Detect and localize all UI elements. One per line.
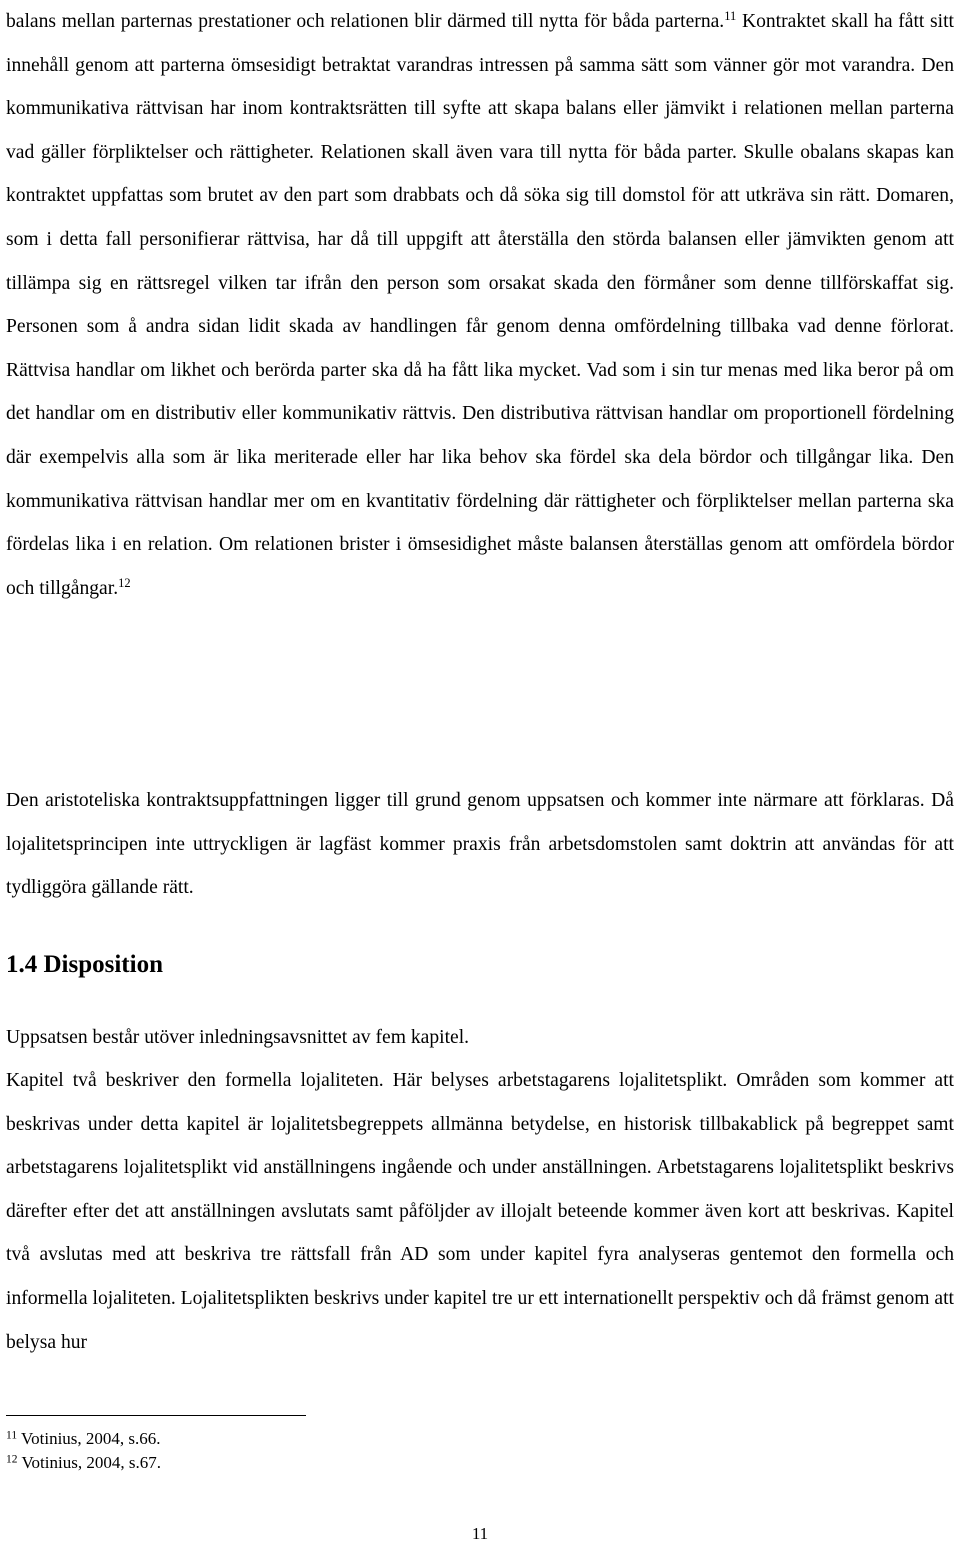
body-paragraph-method: Den aristoteliska kontraktsuppfattningen ligger till grund genom uppsatsen och kommer inte närmare att förklaras. Då lojalitetsprincipen inte uttryckligen är lagfäst kommer praxis från arbetsdomstolen samt doktrin att användas för att tydliggöra gällande rätt. <box>6 790 954 899</box>
page-number: 11 <box>471 1524 489 1543</box>
paragraph-text: balans mellan parternas prestationer och relationen blir därmed till nytta för båda parterna. <box>6 11 725 32</box>
paragraph-text: Kontraktet skall ha fått sitt innehåll genom att parterna ömsesidigt betraktat varandras intressen på samma sätt som vänner gör mot varandra. Den kommunikativa rättvisan har inom kontraktsrätten till syfte att skapa balans eller jämvikt i relationen mellan parterna vad gäller förpliktelser och rättigheter. Relationen skall även vara till nytta för båda parter. Skulle obalans skapas kan kontraktet uppfattas som brutet av den part som drabbats och då söka sig till domstol för att utkräva sin rätt. Domaren, som i detta fall personifierar rättvisa, har då till uppgift att återställa den störda balansen eller jämvikten genom att tillämpa sig en rättsregel vilken tar ifrån den person som orsakat skada den förmåner som denne tillförskaffat sig. Personen som å andra sidan lidit skada av handlingen får genom denna omfördelning tillbaka vad denne förlorat. Rättvisa handlar om likhet och berörda parter ska då ha fått lika mycket. Vad som i sin tur menas med lika beror på om det handlar om en distributiv eller kommunikativ rättvis. Den distributiva rättvisan handlar om proportionell fördelning där exempelvis alla som är lika meriterade eller har lika behov ska fördel ska dela bördor och tillgångar lika. Den kommunikativa rättvisan handlar mer om en kvantitativ fördelning där rättigheter och förpliktelser mellan parterna ska fördelas lika i en relation. Om relationen brister i ömsesidighet måste balansen återställas genom att omfördela bördor och tillgångar. <box>6 11 954 599</box>
footnote-item <box>6 1427 161 1451</box>
footnote-reference-11[interactable]: 11 <box>724 9 737 24</box>
footnote-separator <box>6 1415 306 1416</box>
footnote-number: 11 <box>6 1429 18 1442</box>
footnote-reference-12[interactable]: 12 <box>118 575 131 590</box>
body-paragraph-justice <box>6 0 954 610</box>
footnotes <box>6 1427 161 1475</box>
section-heading: 1.4 Disposition <box>6 951 163 978</box>
footnote-text: Votinius, 2004, s.66. <box>21 1429 161 1448</box>
footnote-item <box>6 1451 161 1475</box>
footnote-number: 12 <box>6 1453 18 1466</box>
footnote-text: Votinius, 2004, s.67. <box>21 1453 161 1472</box>
body-paragraph-chapters: Kapitel två beskriver den formella lojaliteten. Här belyses arbetstagarens lojalitetsplikt. Områden som kommer att beskrivas under detta kapitel är lojalitetsbegreppets allmänna betydelse, en historisk tillbakablick på begreppet samt arbetstagarens lojalitetsplikt vid anställningens ingående och under anställningen. Arbetstagarens lojalitetsplikt beskrivs därefter efter det att anställningen avslutats samt påföljder av illojalt beteende kommer även kort att beskrivas. Kapitel två avslutas med att beskriva tre rättsfall från AD som under kapitel fyra analyseras gentemot den formella och informella lojaliteten. Lojalitetsplikten beskrivs under kapitel tre ur ett internationellt perspektiv och då främst genom att belysa hur <box>6 1070 954 1353</box>
body-paragraph-overview: Uppsatsen består utöver inledningsavsnittet av fem kapitel. <box>6 1027 470 1048</box>
